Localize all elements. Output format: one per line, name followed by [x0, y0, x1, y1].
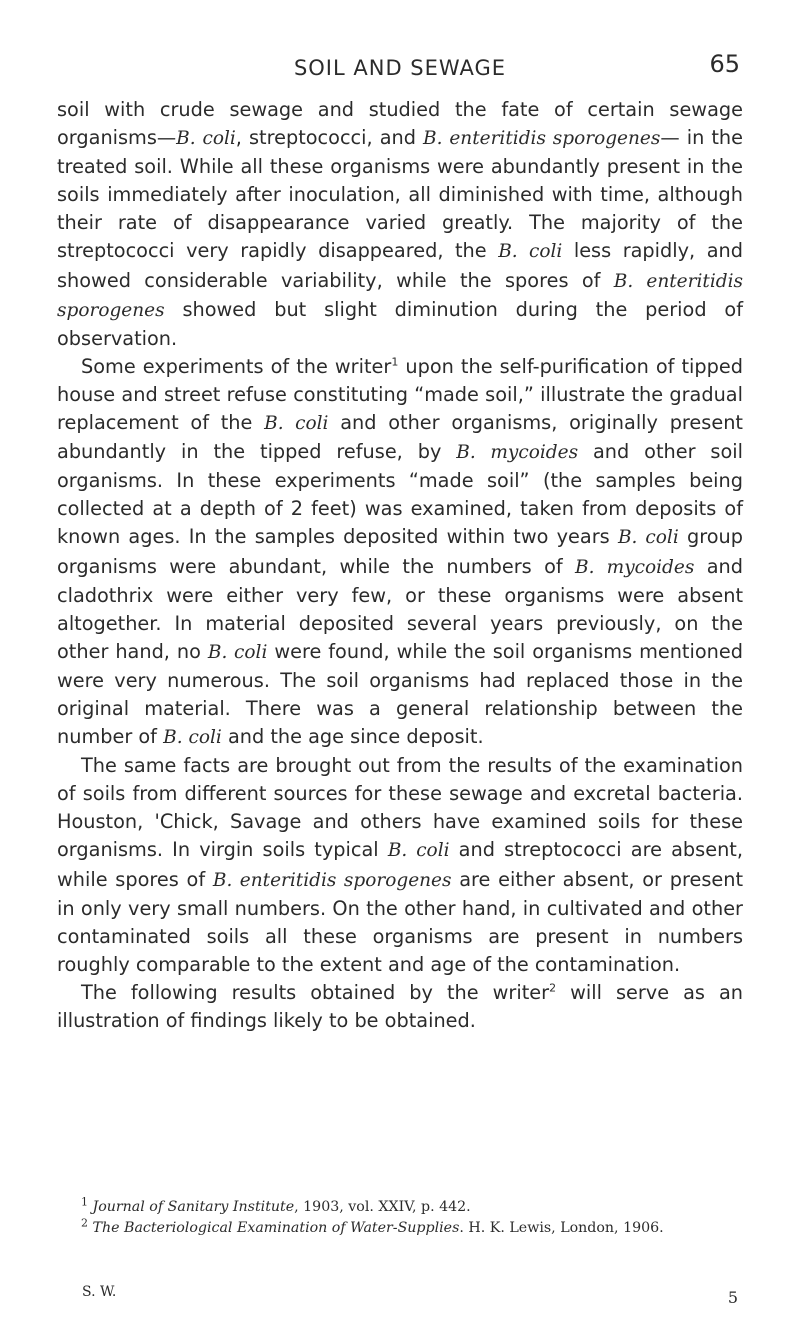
paragraph-1: soil with crude sewage and studied the fate of certain sewage organisms—B. coli, streptococci, and B. enteritidis sporogenes— in the treated soil. While all these organisms were abundantly present in the soils immediately after inoculation, all diminished with time, although their rate of disappearance varied greatly. The majority of the streptococci very rapidly disappeared, the B. coli less rapidly, and showed considerable variability, while the spores of B. enteritidis sporogenes showed but slight diminution during the period of observation.	[57, 98, 743, 350]
footnote-ref-1: 1	[391, 355, 399, 369]
footnotes	[57, 1197, 743, 1239]
footnote-2: $^2$ The Bacteriological Examination of Water-Supplies. H. K. Lewis, London, 1906.	[81, 1216, 664, 1236]
paragraph-3: The same facts are brought out from the results of the examination of soils from different sources for these sewage and excretal bacteria. Houston, 'Chick, Savage and others have examined soils for these organisms. In virgin soils typical B. coli and streptococci are absent, while spores of B. enteritidis sporogenes are either absent, or present in only very small numbers. On the other hand, in cultivated and other contaminated soils all these organisms are present in numbers roughly comparable to the extent and age of the contamination.	[57, 754, 744, 976]
footnote-ref-2: 2	[549, 981, 557, 995]
signature-number: 5	[727, 1288, 738, 1307]
running-header	[0, 50, 800, 82]
paragraph-2: Some experiments of the writer$^1$ upon the self-purification of tipped house and street refuse constituting “made soil,” illustrate the gradual replacement of the B. coli and other organisms, originally present abundantly in the tipped refuse, by B. mycoides and other soil organisms. In these experiments “made soil” (the samples being collected at a depth of 2 feet) was examined, taken from deposits of known ages. In the samples deposited within two years B. coli group organisms were abundant, while the numbers of B. mycoides and cladothrix were either very few, or these organisms were absent altogether. In material deposited several years previously, on the other hand, no B. coli were found, while the soil organisms mentioned were very numerous. The soil organisms had replaced those in the original material. There was a general relationship between the number of B. coli and the age since deposit.	[57, 354, 743, 749]
page-number: 65	[709, 50, 740, 78]
footnote-1: $^1$ Journal of Sanitary Institute, 1903, vol. XXIV, p. 442.	[81, 1195, 471, 1215]
paragraph-4: The following results obtained by the writer$^2$ will serve as an illustration of findings likely to be obtained.	[57, 980, 743, 1032]
running-title: SOIL AND SEWAGE	[293, 56, 507, 80]
body-text	[57, 96, 743, 1035]
signature-mark: S. W.	[82, 1284, 117, 1300]
